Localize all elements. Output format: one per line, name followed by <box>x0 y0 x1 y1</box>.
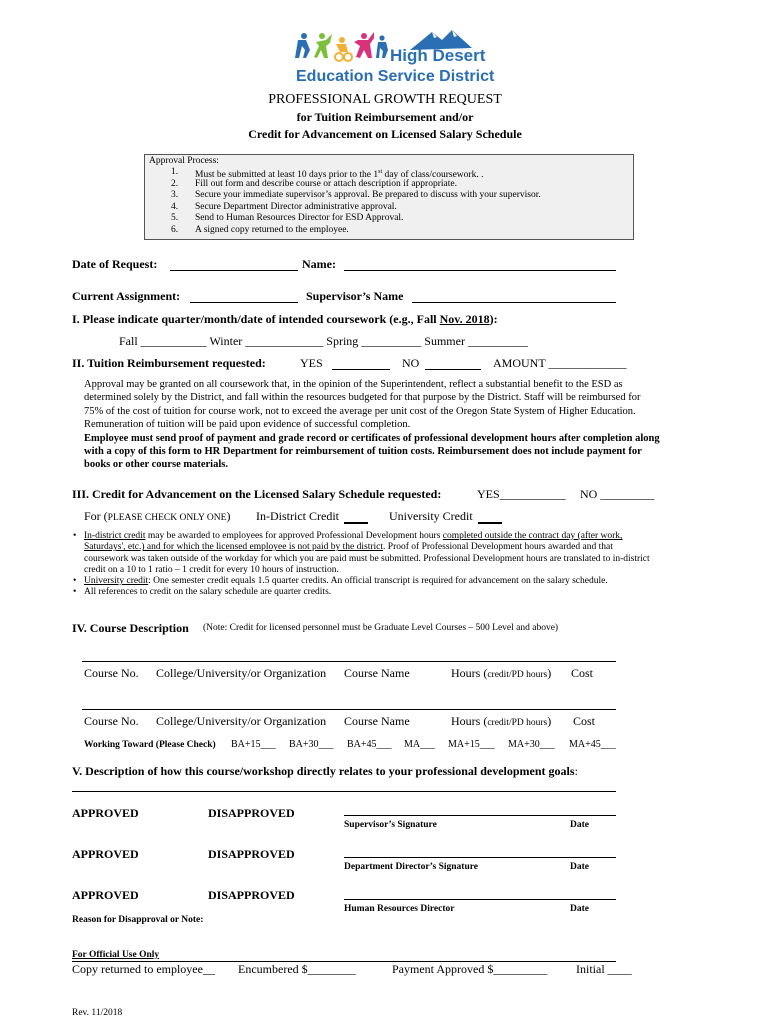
supervisor-signature-line[interactable] <box>344 815 616 816</box>
section-3-heading: III. Credit for Advancement on the Licensed Salary Schedule requested: <box>72 487 442 501</box>
date-label: Date <box>570 904 589 914</box>
goals-description-field[interactable] <box>72 791 616 792</box>
course-name-label: Course Name <box>344 714 410 728</box>
in-district-credit-checkbox[interactable] <box>344 522 368 524</box>
logo-text-line1: High Desert <box>390 46 486 65</box>
course-no-label: Course No. <box>84 666 139 680</box>
disapproved-1[interactable]: DISAPPROVED <box>208 806 295 820</box>
director-signature-line[interactable] <box>344 857 616 858</box>
logo <box>292 28 495 94</box>
tuition-paragraph: Approval may be granted on all coursework that, in the opinion of the Superintendent, reflect a substantial benefit to the ESD as determined solely by the District, and fall within the resources budgeted for that purpose by the District. Staff will be reimbursed for 75% of the cost of tuition for course work, not to exceed the average per unit cost of the Oregon State System of Higher Education. Remuneration of tuition will be paid upon evidence of successful completion. Employee must send proof of payment and grade record or certificates of professional development hours after completion along with a copy of this form to HR Department for reimbursement of tuition costs. Reimbursement does not include payment for books or other course materials. <box>84 379 660 471</box>
supervisor-name-field[interactable] <box>412 302 616 303</box>
quarters-fields[interactable]: Fall ___________ Winter _____________ Spring __________ Summer __________ <box>119 334 528 348</box>
date-label: Date <box>570 820 589 830</box>
current-assignment-field[interactable] <box>190 302 298 303</box>
option-ba30[interactable]: BA+30___ <box>289 739 334 750</box>
option-ba15[interactable]: BA+15___ <box>231 739 276 750</box>
working-toward-label: Working Toward (Please Check) <box>84 740 216 750</box>
initial-field[interactable]: Initial ____ <box>576 962 632 976</box>
approval-process-heading: Approval Process: <box>149 156 219 166</box>
option-ma15[interactable]: MA+15___ <box>448 739 495 750</box>
hours-label: Hours (credit/PD hours) <box>451 714 552 728</box>
approval-step-text: Secure your immediate supervisor’s approval. Be prepared to discuss with your supervisor. <box>195 190 541 200</box>
university-credit-checkbox[interactable] <box>478 522 502 524</box>
hr-signature-line[interactable] <box>344 899 616 900</box>
section-2-heading: II. Tuition Reimbursement requested: <box>72 356 266 370</box>
name-field[interactable] <box>344 270 616 271</box>
section-5-heading: V. Description of how this course/workshop directly relates to your professional development goals: <box>72 764 578 778</box>
tuition-yes-label: YES <box>300 356 323 370</box>
copy-returned-field[interactable]: Copy returned to employee__ <box>72 962 215 976</box>
credit-rules-list <box>72 531 712 599</box>
approval-step-num: 3. <box>171 190 179 200</box>
subtitle-2: Credit for Advancement on Licensed Salary Schedule <box>248 127 522 141</box>
college-label: College/University/or Organization <box>156 714 327 728</box>
name-label: Name: <box>302 257 336 271</box>
approval-step-text: Send to Human Resources Director for ESD Approval. <box>195 213 404 223</box>
course-1-entry-line[interactable] <box>82 661 616 662</box>
cost-label: Cost <box>573 714 596 728</box>
supervisor-signature-label: Supervisor’s Signature <box>344 820 437 830</box>
approval-step-num: 5. <box>171 213 179 223</box>
revision-label: Rev. 11/2018 <box>72 1008 123 1018</box>
cost-label: Cost <box>571 666 594 680</box>
approval-step-num: 4. <box>171 201 179 212</box>
disapproved-3[interactable]: DISAPPROVED <box>208 888 295 902</box>
check-one-label: For (PLEASE CHECK ONLY ONE) <box>84 509 231 523</box>
course-2-entry-line[interactable] <box>82 709 616 710</box>
section-1-heading: I. Please indicate quarter/month/date of intended coursework (e.g., Fall Nov. 2018): <box>72 312 498 326</box>
approval-process-box <box>144 154 634 240</box>
disapproved-2[interactable]: DISAPPROVED <box>208 847 295 861</box>
tuition-amount-field[interactable]: AMOUNT _____________ <box>493 356 627 370</box>
date-label: Date <box>570 862 589 872</box>
college-label: College/University/or Organization <box>156 666 327 680</box>
option-ma30[interactable]: MA+30___ <box>508 739 555 750</box>
tuition-yes-field[interactable] <box>332 369 390 370</box>
university-credit-label: University Credit <box>389 509 473 523</box>
option-ma45[interactable]: MA+45___ <box>569 739 616 750</box>
approved-2[interactable]: APPROVED <box>72 847 139 861</box>
tuition-no-label: NO <box>402 356 420 370</box>
encumbered-field[interactable]: Encumbered $________ <box>238 962 356 976</box>
list-item: • University credit: One semester credit equals 1.5 quarter credits. An official transcript is required for advancement on the salary schedule. <box>72 576 712 587</box>
credit-yes-field[interactable]: YES___________ <box>477 487 566 501</box>
date-of-request-field[interactable] <box>170 270 298 271</box>
tuition-no-field[interactable] <box>425 369 481 370</box>
section-4-note: (Note: Credit for licensed personnel must be Graduate Level Courses – 500 Level and above) <box>203 623 559 633</box>
director-signature-label: Department Director’s Signature <box>344 862 479 872</box>
course-name-label: Course Name <box>344 666 410 680</box>
subtitle-1: for Tuition Reimbursement and/or <box>296 110 474 124</box>
logo-text-line2: Education Service District <box>296 68 495 85</box>
payment-approved-field[interactable]: Payment Approved $_________ <box>392 962 548 976</box>
supervisor-name-label: Supervisor’s Name <box>306 289 404 303</box>
date-of-request-label: Date of Request: <box>72 257 158 271</box>
option-ma[interactable]: MA___ <box>404 739 436 750</box>
list-item: • In-district credit may be awarded to employees for approved Professional Development hours completed outside the contract day (after work, Saturdays', etc.) and for which the licensed employee is not paid by the district. Proof of Professional Development hours awarded and that coursework was taken outside of the workday for which you are paid must be submitted. Professional Development hours are translated to in-district credit on a 10 to 1 ratio – 1 credit for every 10 hours of instruction. <box>72 531 712 576</box>
approved-3[interactable]: APPROVED <box>72 888 139 902</box>
credit-no-field[interactable]: NO _________ <box>580 487 655 501</box>
list-item: • All references to credit on the salary schedule are quarter credits. <box>72 587 712 598</box>
page-title: PROFESSIONAL GROWTH REQUEST <box>268 92 502 107</box>
approval-step-num: 1. <box>171 167 179 177</box>
current-assignment-label: Current Assignment: <box>72 289 181 303</box>
approval-step-text: Fill out form and describe course or attach description if appropriate. <box>195 178 457 189</box>
in-district-credit-label: In-District Credit <box>256 509 339 523</box>
official-use-heading: For Official Use Only <box>72 950 160 960</box>
hr-signature-label: Human Resources Director <box>344 904 455 914</box>
hours-label: Hours (credit/PD hours) <box>451 666 552 680</box>
approval-step-text: Secure Department Director administrative approval. <box>195 201 397 212</box>
approval-step-text: Must be submitted at least 10 days prior to the 1st day of class/coursework. . <box>195 169 484 181</box>
reason-label: Reason for Disapproval or Note: <box>72 915 204 925</box>
approval-step-num: 2. <box>171 178 179 189</box>
approved-1[interactable]: APPROVED <box>72 806 139 820</box>
course-no-label: Course No. <box>84 714 139 728</box>
option-ba45[interactable]: BA+45___ <box>347 739 392 750</box>
section-4-heading: IV. Course Description <box>72 621 189 635</box>
approval-step-text: A signed copy returned to the employee. <box>195 224 349 235</box>
approval-step-num: 6. <box>171 224 179 235</box>
